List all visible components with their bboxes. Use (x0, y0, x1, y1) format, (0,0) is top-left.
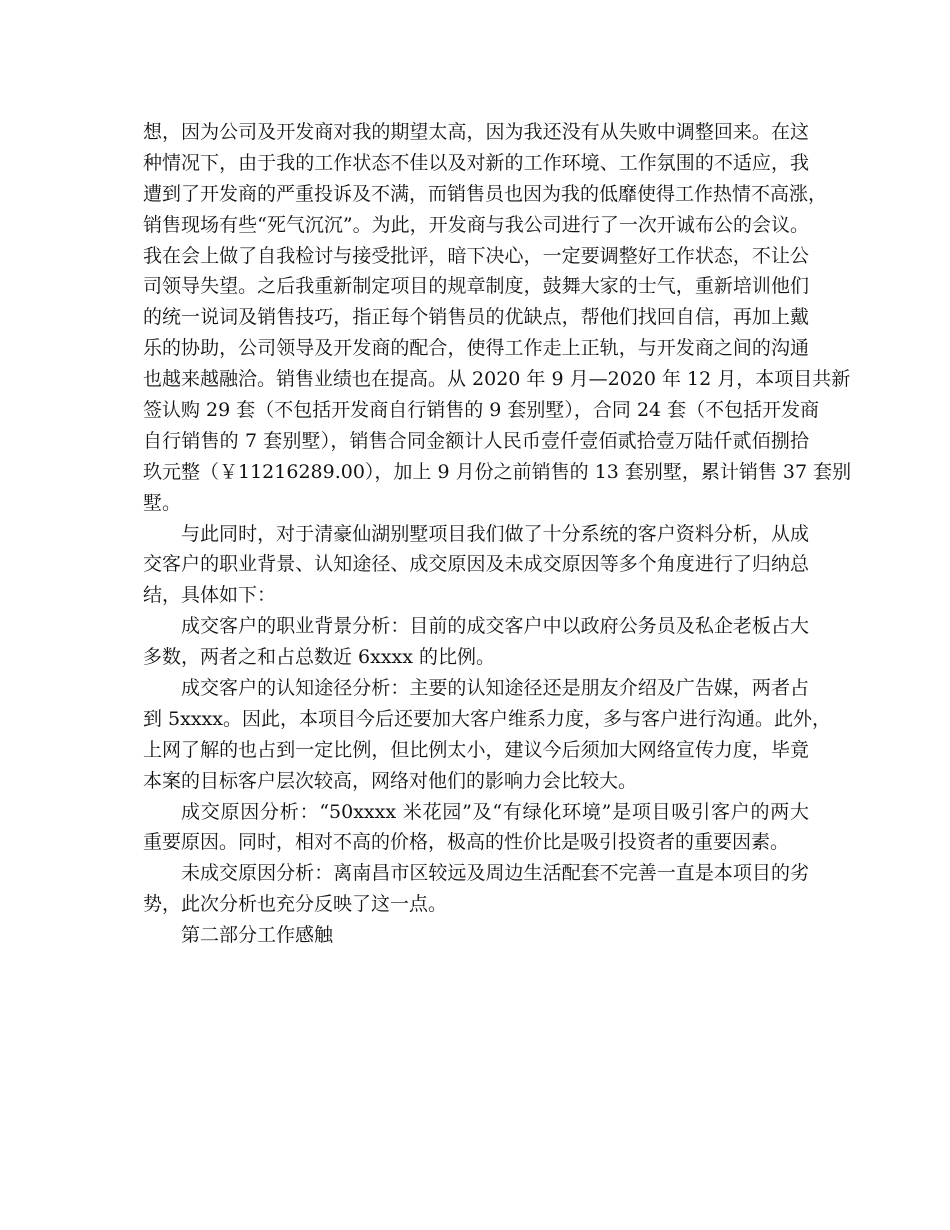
text-line: 上网了解的也占到一定比例，但比例太小，建议今后须加大网络宣传力度，毕竟 (143, 738, 809, 761)
section-heading: 第二部分工作感触 (181, 924, 334, 947)
text-line: 交客户的职业背景、认知途径、成交原因及未成交原因等多个角度进行了归纳总 (143, 553, 809, 576)
text-line: 销售现场有些“死气沉沉”。为此，开发商与我公司进行了一次开诚布公的会议。 (143, 213, 809, 236)
text-line: 司领导失望。之后我重新制定项目的规章制度，鼓舞大家的士气，重新培训他们 (143, 275, 809, 298)
text-line: 乐的协助，公司领导及开发商的配合，使得工作走上正轨，与开发商之间的沟通 (143, 337, 809, 360)
text-line: 种情况下，由于我的工作状态不佳以及对新的工作环境、工作氛围的不适应，我 (143, 151, 809, 174)
text-line: 我在会上做了自我检讨与接受批评，暗下决心，一定要调整好工作状态，不让公 (143, 244, 809, 267)
text-line: 想，因为公司及开发商对我的期望太高，因为我还没有从失败中调整回来。在这 (143, 121, 809, 143)
paragraph-first-line: 成交客户的认知途径分析：主要的认知途径还是朋友介绍及广告媒，两者占 (181, 677, 809, 700)
text-line: 的统一说词及销售技巧，指正每个销售员的优缺点，帮他们找回自信，再加上戴 (143, 306, 809, 329)
paragraph-first-line: 成交原因分析：“50xxxx 米花园”及“有绿化环境”是项目吸引客户的两大 (181, 800, 809, 823)
document-body (143, 117, 852, 951)
text-line: 重要原因。同时，相对不高的价格，极高的性价比是吸引投资者的重要因素。 (143, 831, 790, 854)
text-line: 势，此次分析也充分反映了这一点。 (143, 893, 448, 916)
paragraph-first-line: 与此同时，对于清豪仙湖别墅项目我们做了十分系统的客户资料分析，从成 (181, 522, 809, 545)
text-line: 结，具体如下： (143, 584, 277, 607)
text-line: 墅。 (143, 491, 182, 514)
text-line: 签认购 29 套（不包括开发商自行销售的 9 套别墅），合同 24 套（不包括开发商 (143, 399, 820, 422)
text-line: 玖元整（￥11216289.00），加上 9 月份之前销售的 13 套别墅，累计销售 37 套别 (143, 460, 852, 483)
text-line: 遭到了开发商的严重投诉及不满，而销售员也因为我的低靡使得工作热情不高涨， (143, 182, 828, 205)
text-line: 本案的目标客户层次较高，网络对他们的影响力会比较大。 (143, 769, 638, 792)
text-line: 也越来越融洽。销售业绩也在提高。从 2020 年 9 月—2020 年 12 月，本项目共新 (143, 368, 851, 391)
text-line: 多数，两者之和占总数近 6xxxx 的比例。 (143, 646, 496, 669)
paragraph-first-line: 成交客户的职业背景分析：目前的成交客户中以政府公务员及私企老板占大 (181, 615, 809, 638)
text-line: 到 5xxxx。因此，本项目今后还要加大客户维系力度，多与客户进行沟通。此外， (143, 707, 831, 730)
text-line: 自行销售的 7 套别墅），销售合同金额计人民币壹仟壹佰贰拾壹万陆仟贰佰捌拾 (143, 429, 809, 452)
paragraph-first-line: 未成交原因分析：离南昌市区较远及周边生活配套不完善一直是本项目的劣 (181, 862, 809, 885)
